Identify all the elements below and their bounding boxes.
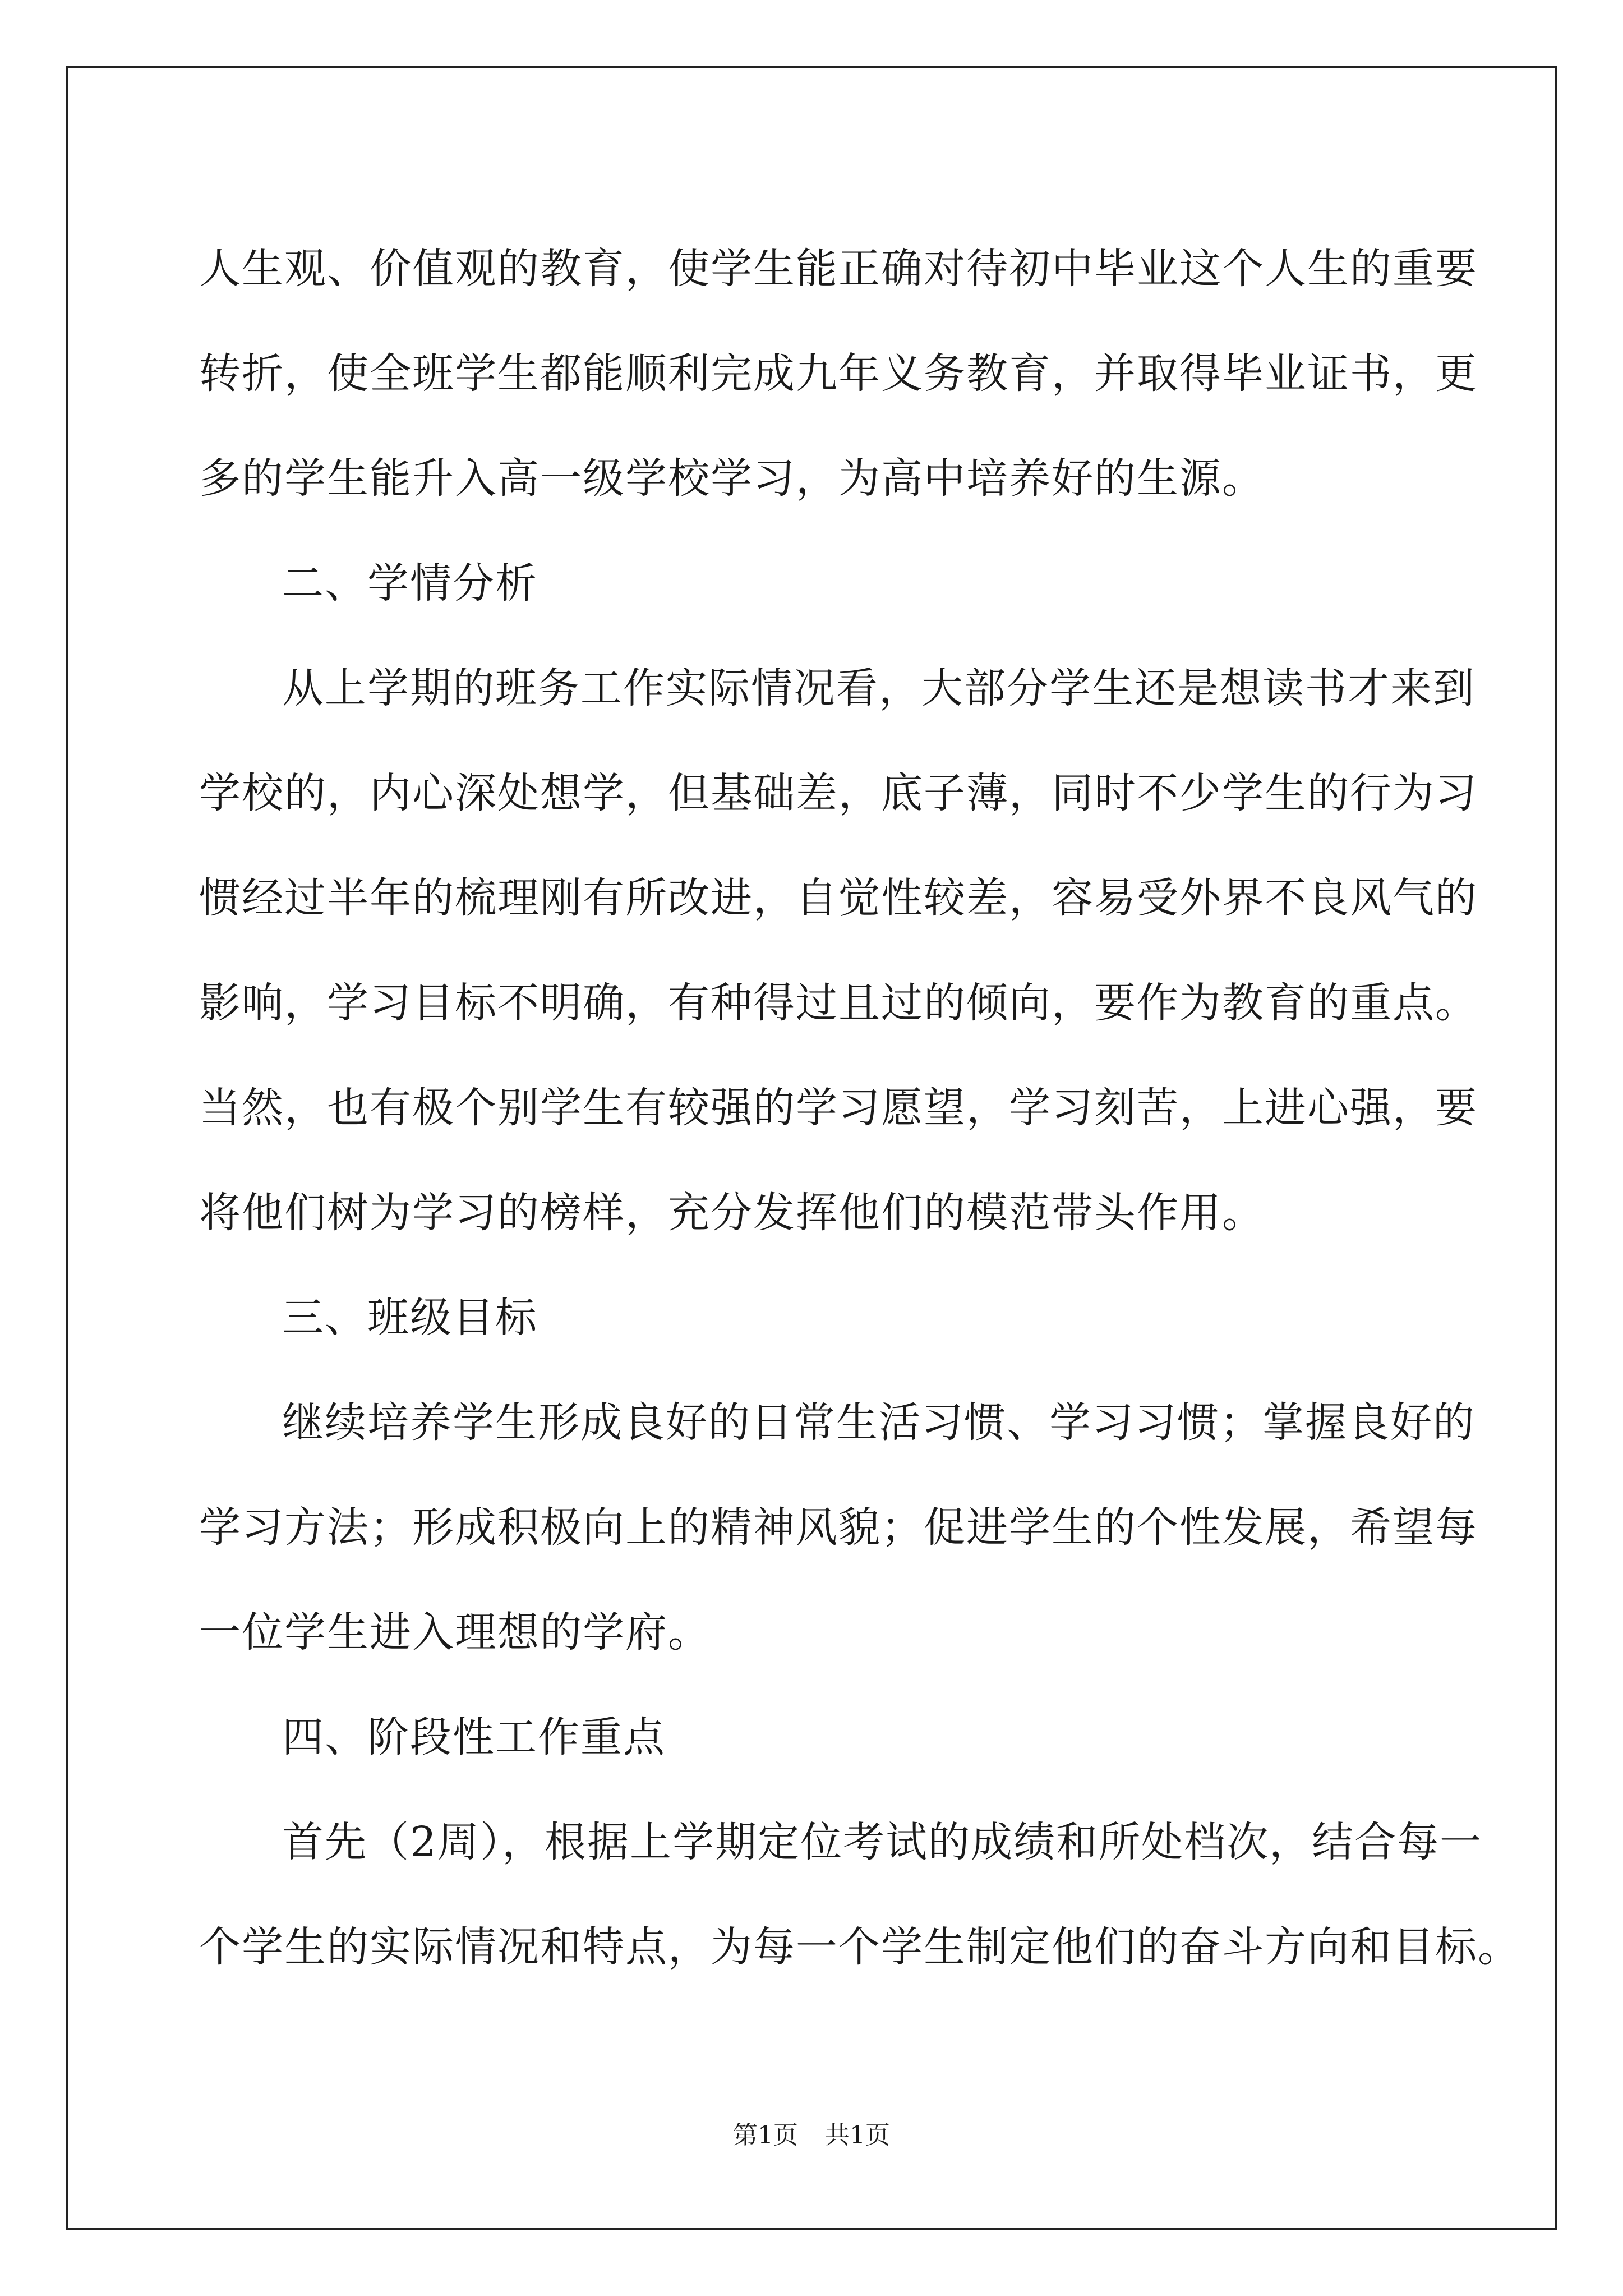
body-line: 将他们树为学习的榜样，充分发挥他们的模范带头作用。 <box>199 1189 1265 1237</box>
body-line: 学习方法；形成积极向上的精神风貌；促进学生的个性发展，希望每 <box>199 1503 1478 1552</box>
body-line: 人生观、价值观的教育，使学生能正确对待初中毕业这个人生的重要 <box>199 245 1478 293</box>
body-line: 一位学生进入理想的学府。 <box>199 1608 711 1657</box>
body-line: 多的学生能升入高一级学校学习，为高中培养好的生源。 <box>199 454 1265 503</box>
body-line: 惯经过半年的梳理刚有所改进，自觉性较差，容易受外界不良风气的 <box>199 874 1478 922</box>
body-line: 转折，使全班学生都能顺利完成九年义务教育，并取得毕业证书，更 <box>199 349 1478 398</box>
body-line: 影响，学习目标不明确，有种得过且过的倾向，要作为教育的重点。 <box>199 979 1478 1027</box>
page-total: 共1页 <box>825 2121 890 2150</box>
body-line: 从上学期的班务工作实际情况看，大部分学生还是想读书才来到 <box>282 664 1476 712</box>
section-heading: 二、学情分析 <box>282 559 538 608</box>
section-heading: 三、班级目标 <box>282 1294 538 1342</box>
body-line: 继续培养学生形成良好的日常生活习惯、学习习惯；掌握良好的 <box>282 1398 1476 1447</box>
section-heading: 四、阶段性工作重点 <box>282 1713 666 1761</box>
body-line: 当然，也有极个别学生有较强的学习愿望，学习刻苦，上进心强，要 <box>199 1084 1478 1132</box>
page-footer <box>0 2115 1623 2151</box>
body-line: 个学生的实际情况和特点，为每一个学生制定他们的奋斗方向和目标。 <box>199 1923 1520 1971</box>
body-line: 首先（2周），根据上学期定位考试的成绩和所处档次，结合每一 <box>282 1818 1483 1866</box>
document-body <box>199 217 1520 2000</box>
page-number: 第1页 <box>733 2121 798 2150</box>
body-line: 学校的，内心深处想学，但基础差，底子薄，同时不少学生的行为习 <box>199 769 1478 817</box>
